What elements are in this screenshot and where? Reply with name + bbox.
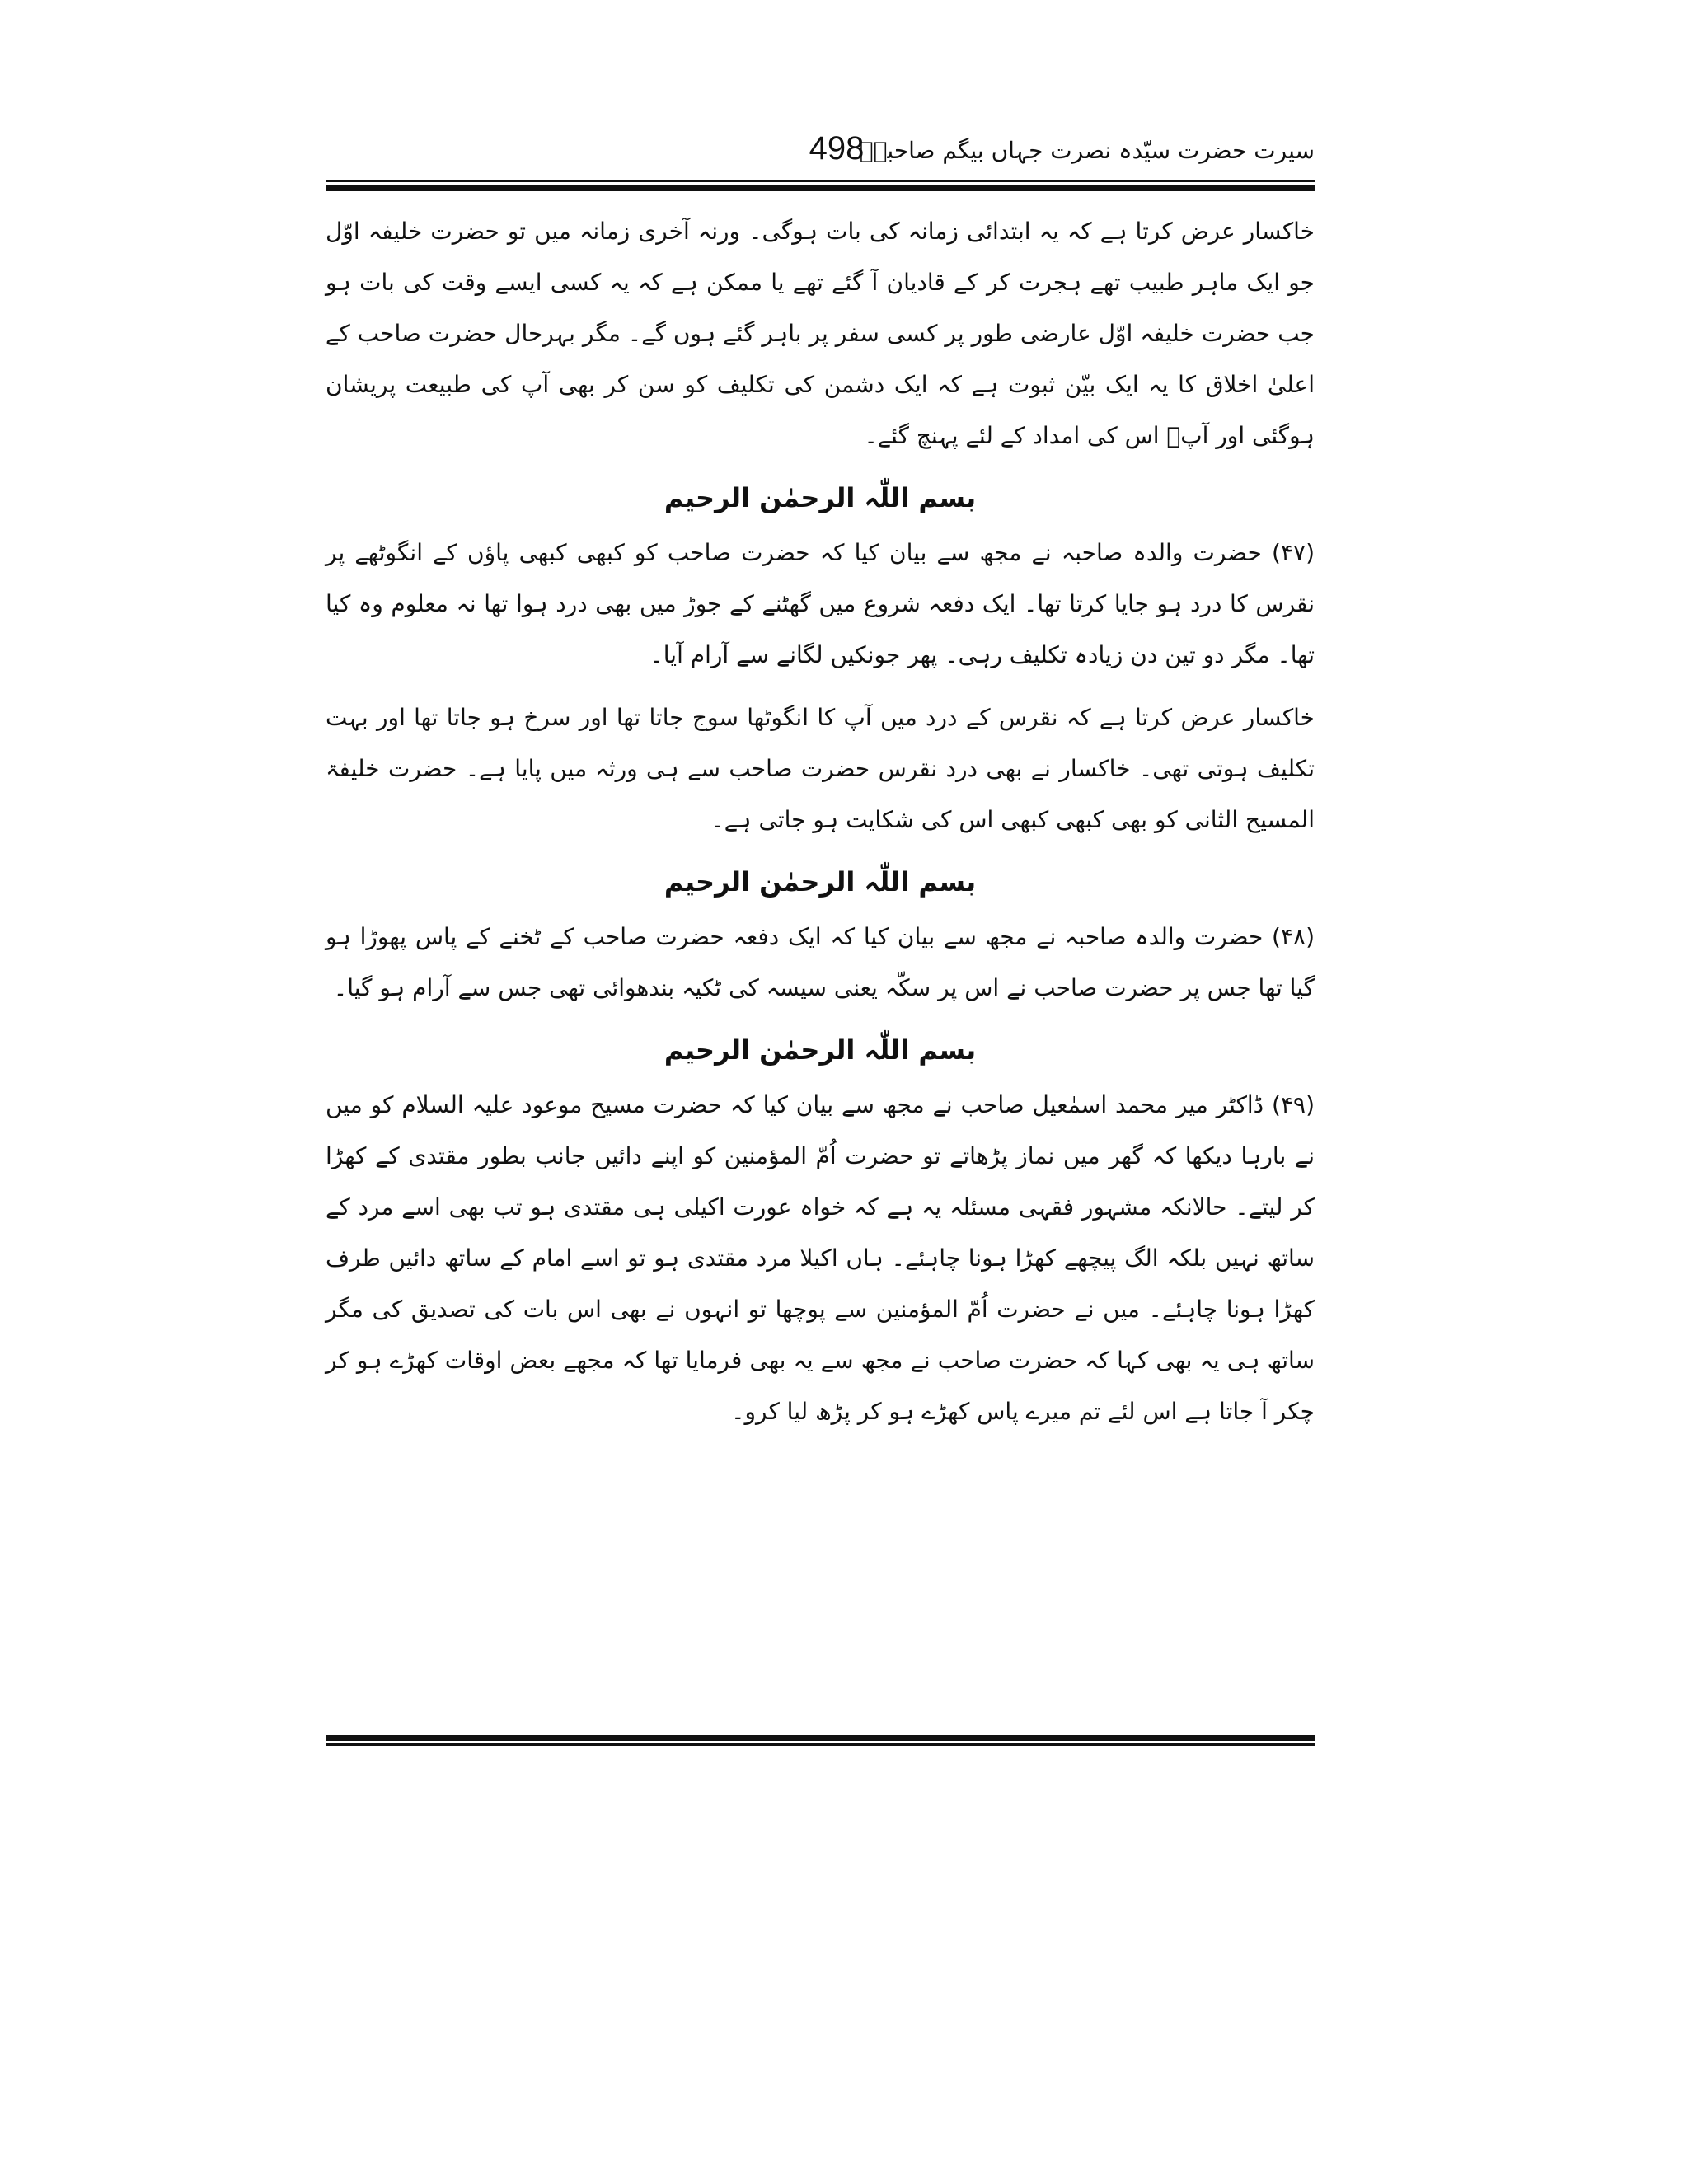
paragraph: (۴۷) حضرت والدہ صاحبہ نے مجھ سے بیان کیا کہ حضرت صاحب کو کبھی کبھی پاؤں کے انگوٹھے پر نقرس کا درد ہو جایا کرتا تھا۔ ایک دفعہ شروع میں گھٹنے کے جوڑ میں بھی درد ہوا تھا نہ معلوم وہ کیا تھا۔ مگر دو تین دن زیادہ تکلیف رہی۔ پھر جونکیں لگانے سے آرام آیا۔ — [326, 539, 1315, 668]
running-title: سیرت حضرت سیّدہ نصرت جہاں بیگم صاحبہؓ — [859, 137, 1315, 164]
paragraph: (۴۹) ڈاکٹر میر محمد اسمٰعیل صاحب نے مجھ سے بیان کیا کہ حضرت مسیح موعود علیہ السلام کو میں نے بارہا دیکھا کہ گھر میں نماز پڑھاتے تو حضرت اُمّ المؤمنین کو اپنے دائیں جانب بطور مقتدی کے کھڑا کر لیتے۔ حالانکہ مشہور فقہی مسئلہ یہ ہے کہ خواہ عورت اکیلی ہی مقتدی ہو تب بھی اسے مرد کے ساتھ نہیں بلکہ الگ پیچھے کھڑا ہونا چاہئے۔ ہاں اکیلا مرد مقتدی ہو تو اسے امام کے ساتھ دائیں طرف کھڑا ہونا چاہئے۔ میں نے حضرت اُمّ المؤمنین سے پوچھا تو انہوں نے بھی اس بات کی تصدیق کی مگر ساتھ ہی یہ بھی کہا کہ حضرت صاحب نے مجھ سے یہ بھی فرمایا تھا کہ مجھے بعض اوقات کھڑے ہو کر چکر آ جاتا ہے اس لئے تم میرے پاس کھڑے ہو کر پڑھ لیا کرو۔ — [326, 1091, 1315, 1425]
section-heading: بسم اللّٰہ الرحمٰن الرحیم — [663, 866, 977, 898]
footer-rule-thin — [326, 1743, 1315, 1746]
paragraph: خاکسار عرض کرتا ہے کہ یہ ابتدائی زمانہ کی بات ہوگی۔ ورنہ آخری زمانہ میں تو حضرت خلیفہ اوّل جو ایک ماہر طبیب تھے ہجرت کر کے قادیان آ گئے تھے یا ممکن ہے کہ یہ کسی ایسے وقت کی بات ہو جب حضرت خلیفہ اوّل عارضی طور پر کسی سفر پر باہر گئے ہوں گے۔ مگر بہرحال حضرت صاحب کے اعلیٰ اخلاق کا یہ ایک بیّن ثبوت ہے کہ ایک دشمن کی تکلیف کو سن کر بھی آپ کی طبیعت پریشان ہوگئی اور آپؑ اس کی امداد کے لئے پہنچ گئے۔ — [326, 218, 1315, 449]
page-number: 498 — [809, 130, 865, 166]
paragraph: خاکسار عرض کرتا ہے کہ نقرس کے درد میں آپ کا انگوٹھا سوج جاتا تھا اور سرخ ہو جاتا تھا اور بہت تکلیف ہوتی تھی۔ خاکسار نے بھی درد نقرس حضرت صاحب سے ہی ورثہ میں پایا ہے۔ حضرت خلیفۃ المسیح الثانی کو بھی کبھی کبھی اس کی شکایت ہو جاتی ہے۔ — [326, 704, 1315, 833]
header-rule-thin — [326, 180, 1315, 182]
section-heading: بسم اللّٰہ الرحمٰن الرحیم — [663, 1034, 977, 1066]
section-heading: بسم اللّٰہ الرحمٰن الرحیم — [663, 482, 977, 513]
page-header — [326, 130, 1315, 180]
header-rule-thick — [326, 185, 1315, 191]
footer-rule-thick — [326, 1735, 1315, 1741]
page-body — [326, 206, 1315, 1722]
paragraph: (۴۸) حضرت والدہ صاحبہ نے مجھ سے بیان کیا کہ ایک دفعہ حضرت صاحب کے ٹخنے کے پاس پھوڑا ہو گیا تھا جس پر حضرت صاحب نے اس پر سکّہ یعنی سیسہ کی ٹکیہ بندھوائی تھی جس سے آرام ہو گیا۔ — [326, 923, 1315, 1001]
